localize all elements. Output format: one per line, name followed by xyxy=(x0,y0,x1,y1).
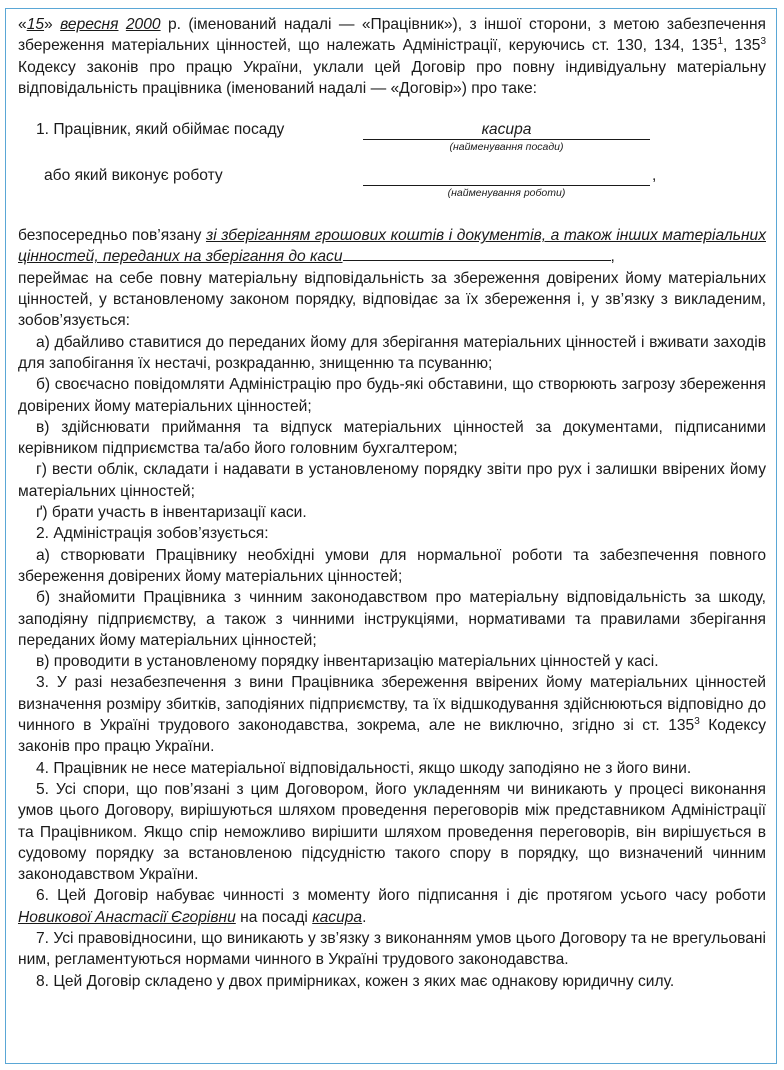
clause-3-sup: 3 xyxy=(694,716,700,728)
work-field xyxy=(363,165,650,186)
admin-duty-b: б) знайомити Працівника з чинним законодавством про матеріальну відповідальність за шкоду, заподіяну підприємству, а також з чинними інструкціями, нормативами та правилами зберігання переданих йому матеріальних цінностей; xyxy=(18,589,766,649)
work-comma: , xyxy=(652,167,657,185)
employee-name-field: Новикової Анастасії Єгорівни xyxy=(18,908,236,926)
duty-v: в) здійснювати приймання та відпуск матеріальних цінностей за документами, підписаними керівником підприємства та/або його головним бухгалтером; xyxy=(18,418,766,458)
related-work-paragraph: безпосередньо пов’язану зі зберіганням грошових коштів і документів, а також інших матеріальних цінностей, переданих на зберігання до каси , xyxy=(18,227,766,266)
clause-6-position-field: касира xyxy=(312,908,363,926)
related-text-1: безпосередньо пов’язану xyxy=(18,227,206,245)
quote-open: « xyxy=(18,16,27,33)
clause-5: 5. Усі спори, що пов’язані з цим Договором, його укладенням чи виникають у процесі виконання умов цього Договору, вирішуються шляхом проведення переговорів між представником Адміністрації та Працівником. Якщо спір неможливо вирішити шляхом проведення переговорів, він вирішується в судовому порядку за встановленою підсудністю такого спору в порядку, що визначений чинним законодавством України. xyxy=(18,780,766,884)
clause-8: 8. Цей Договір складено у двох примірниках, кожен з яких має однакову юридичну силу. xyxy=(36,972,675,990)
obligation-intro: переймає на себе повну матеріальну відповідальність за збереження довірених йому матеріальних цінностей, у встановленому законом порядку, відповідає за їх збереження і, у зв’язку з викладеним, зобов’язується: xyxy=(18,269,766,330)
intro-text-1: р. (іменований надалі — «Працівник»), з іншої сторони, з метою забезпечення збереження матеріальних цінностей, що належать Адміністрації, керуючись ст. 130, 134, 135 xyxy=(18,16,766,55)
position-label: 1. Працівник, який обіймає посаду xyxy=(36,121,285,139)
intro-paragraph xyxy=(18,14,766,99)
work-label: або який виконує роботу xyxy=(44,167,223,185)
clause-3-text: 3. У разі незабезпечення з вини Працівника збереження ввірених йому матеріальних цінностей визначення розміру збитків, заподіяних підприємству, та їх відшкодування здійснюються відповідно до чинного в Україні трудового законодавства, зокрема, але не виключно, згідно зі ст. 135 xyxy=(18,674,766,735)
clause-4: 4. Працівник не несе матеріальної відповідальності, якщо шкоду заподіяно не з його вини. xyxy=(36,759,692,777)
admin-heading: 2. Адміністрація зобов’язується: xyxy=(36,525,269,543)
position-field: касира xyxy=(363,119,650,140)
admin-duty-a: а) створювати Працівнику необхідні умови для нормальної роботи та забезпечення повного збереження довірених йому матеріальних цінностей; xyxy=(18,546,766,585)
duty-a: а) дбайливо ставитися до переданих йому для зберігання матеріальних цінностей і вживати заходів для запобігання їх нестачі, розкраданню, знищенню та псуванню; xyxy=(18,333,766,372)
clause-6 xyxy=(18,885,766,928)
position-row xyxy=(18,119,766,165)
contract-document xyxy=(18,14,766,992)
quote-close: » xyxy=(44,16,53,33)
intro-text-3: Кодексу законів про працю України, уклали цей Договір про повну індивідуальну матеріальну відповідальність працівника (іменований надалі — «Договір») про таке: xyxy=(18,58,766,97)
intro-sup-1: 1 xyxy=(717,36,723,48)
clause-3-tail: Кодексу законів про працю України. xyxy=(18,717,766,756)
clause-6-end: . xyxy=(362,908,367,926)
month-field: вересня xyxy=(60,16,119,33)
related-underline xyxy=(343,246,611,261)
work-caption: (найменування роботи) xyxy=(447,187,566,200)
intro-text-2: , 135 xyxy=(723,37,761,55)
duty-b: б) своєчасно повідомляти Адміністрацію про будь-які обставини, що створюють загрозу збереження довірених йому матеріальних цінностей; xyxy=(18,376,766,415)
duty-g: г) вести облік, складати і надавати в установленому порядку звіти про рух і залишки ввірених йому матеріальних цінностей; xyxy=(18,461,766,500)
intro-sup-2: 3 xyxy=(760,36,766,48)
clause-6-text-1: 6. Цей Договір набуває чинності з моменту його підписання і діє протягом усього часу роботи xyxy=(36,887,766,905)
clause-7: 7. Усі правовідносини, що виникають у зв’язку з виконанням умов цього Договору та не врегульовані ним, регламентуються нормами чинного в Україні трудового законодавства. xyxy=(18,929,766,969)
work-row xyxy=(18,165,766,211)
clause-3 xyxy=(18,672,766,757)
related-work-field: зі зберіганням грошових коштів і документів, а також інших матеріальних цінностей, переданих на зберігання до каси xyxy=(18,227,766,266)
clause-6-text-2: на посаді xyxy=(235,908,313,926)
position-caption: (найменування посади) xyxy=(449,141,564,154)
admin-duty-v: в) проводити в установленому порядку інвентаризацію матеріальних цінностей у касі. xyxy=(36,653,659,671)
year-field: 2000 xyxy=(125,16,161,33)
day-field: 15 xyxy=(26,16,45,33)
duty-g2: ґ) брати участь в інвентаризації каси. xyxy=(36,504,307,522)
